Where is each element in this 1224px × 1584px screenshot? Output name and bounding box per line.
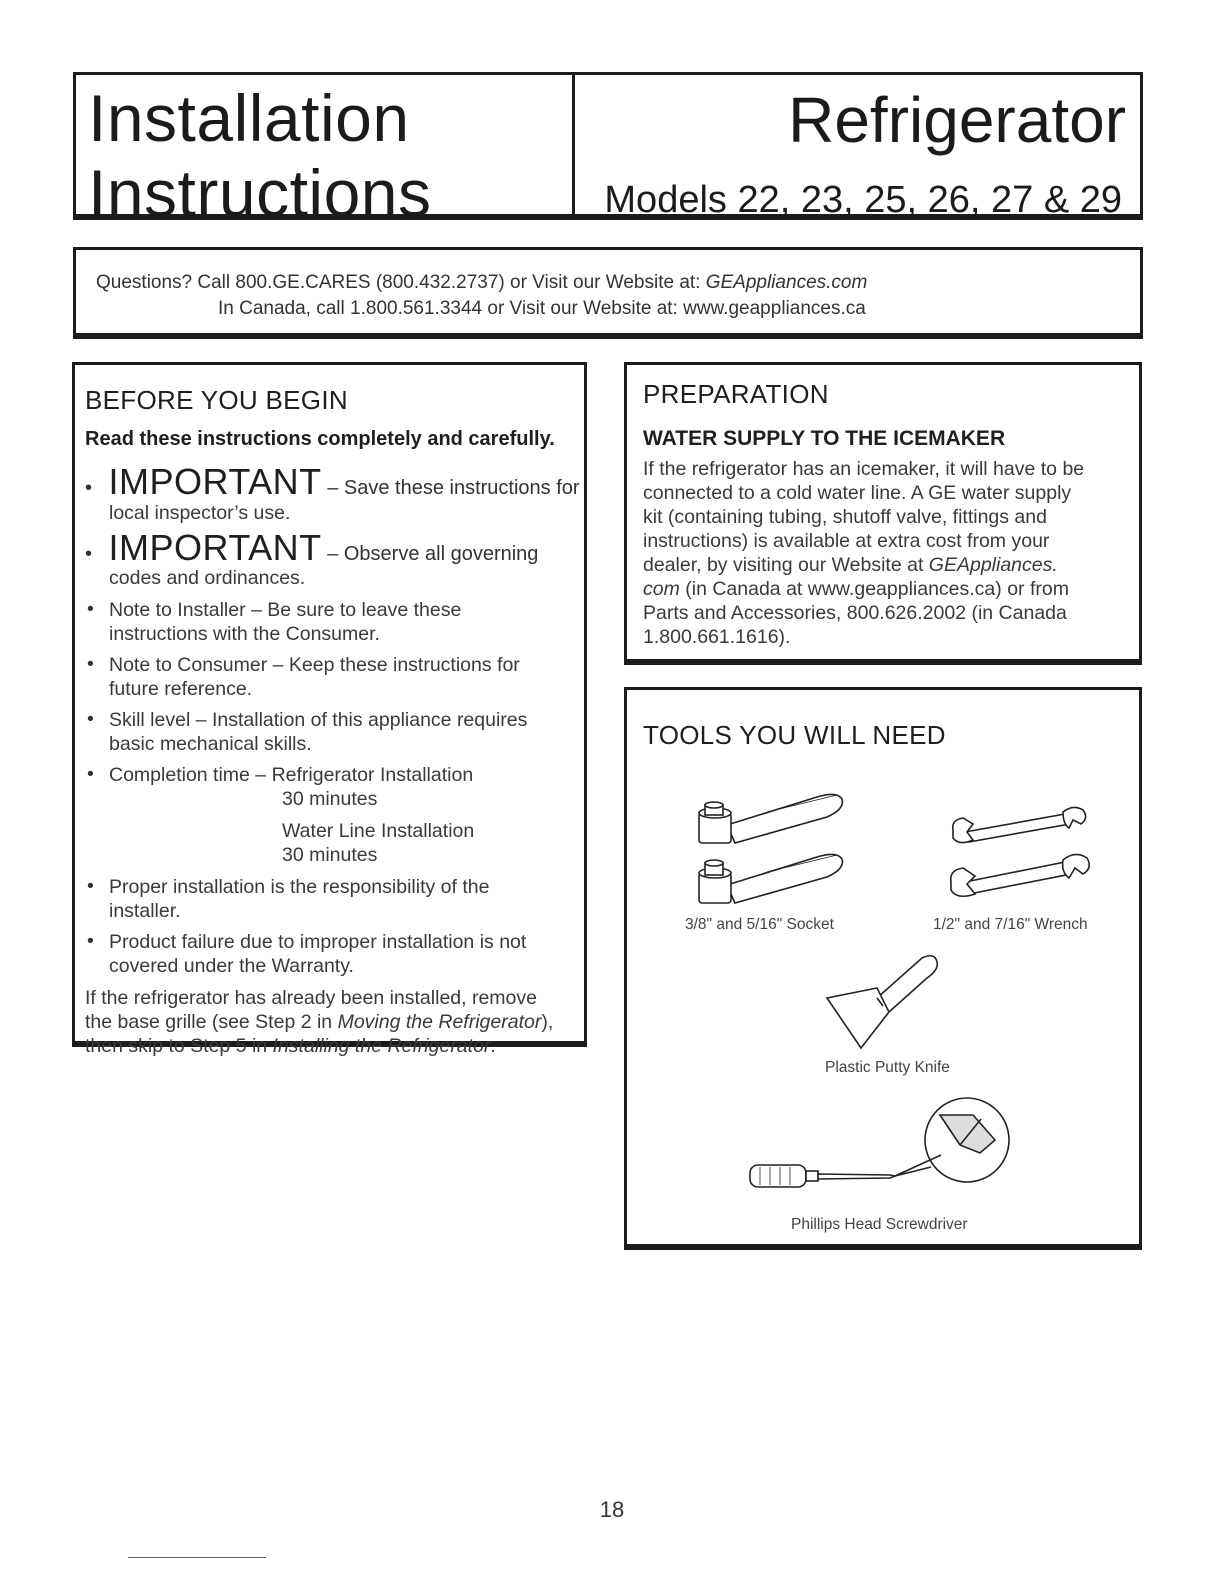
preparation-title: PREPARATION: [643, 379, 829, 409]
item-bullet: •: [87, 653, 94, 675]
socket-icon: [687, 785, 877, 915]
product-name: Refrigerator: [788, 84, 1126, 156]
prep-line-5: [643, 553, 1058, 577]
contact-us-text: Questions? Call 800.GE.CARES (800.432.2737) or Visit our Website at:: [96, 272, 706, 293]
title-line-1: Installation: [88, 81, 410, 155]
putty-knife-label: Plastic Putty Knife: [825, 1059, 950, 1076]
us-website-link[interactable]: GEAppliances.com: [705, 272, 868, 293]
title-line-2: Instructions: [88, 156, 432, 230]
note-line-3: [85, 1034, 496, 1058]
note-line-3-ref: Installing the Refrigerator: [272, 1035, 491, 1057]
important-2-text-cont: codes and ordinances.: [109, 567, 306, 589]
item-bullet: •: [87, 875, 94, 897]
note-line-2-ref: Moving the Refrigerator: [337, 1011, 542, 1033]
skill-level: Skill level – Installation of this appliance requires basic mechanical skills.: [109, 709, 528, 755]
important-2-label: IMPORTANT: [108, 527, 322, 568]
water-line-time: 30 minutes: [282, 844, 378, 866]
prep-line-2: connected to a cold water line. A GE water supply: [643, 482, 1072, 504]
item-bullet: •: [87, 708, 94, 730]
note-to-consumer: Note to Consumer – Keep these instructions for future reference.: [109, 654, 520, 700]
wrench-label: 1/2" and 7/16" Wrench: [933, 916, 1088, 933]
page-number: 18: [599, 1497, 625, 1522]
note-line-1: If the refrigerator has already been installed, remove: [85, 987, 537, 1009]
wrench-icon: [945, 802, 1095, 912]
tools-panel: [624, 687, 1142, 1250]
prep-website-part-2[interactable]: com: [643, 578, 680, 600]
item-bullet: •: [87, 598, 94, 620]
prep-line-6: [643, 577, 1069, 601]
contact-us: [96, 272, 867, 294]
note-line-2-prefix: the base grille (see Step 2 in: [85, 1011, 338, 1033]
prep-line-6-suffix: (in Canada at www.geappliances.ca) or from: [679, 578, 1069, 600]
item-bullet: •: [87, 763, 94, 785]
item-bullet: •: [87, 930, 94, 952]
important-2: [85, 527, 538, 569]
important-1-text-cont: local inspector’s use.: [109, 502, 291, 524]
prep-line-8: 1.800.661.1616).: [643, 626, 791, 648]
before-you-begin-subtitle: Read these instructions completely and carefully.: [85, 428, 555, 450]
important-2-bullet: •: [85, 543, 93, 565]
important-2-text: – Observe all governing: [321, 543, 539, 565]
important-1-text: – Save these instructions for: [321, 477, 580, 499]
prep-website-part-1[interactable]: GEAppliances.: [928, 554, 1058, 576]
important-1-label: IMPORTANT: [108, 461, 322, 502]
contact-box: [73, 247, 1143, 339]
prep-line-4: instructions) is available at extra cost from your: [643, 530, 1050, 552]
prep-line-1: If the refrigerator has an icemaker, it will have to be: [643, 458, 1085, 480]
header: [73, 72, 1143, 230]
header-divider: [572, 75, 575, 214]
putty-knife-icon: [817, 948, 947, 1058]
note-line-2-suffix: ),: [541, 1011, 554, 1033]
screwdriver-icon: [745, 1095, 1025, 1205]
note-to-installer: Note to Installer – Be sure to leave these instructions with the Consumer.: [109, 599, 462, 645]
before-you-begin-title: BEFORE YOU BEGIN: [85, 385, 348, 415]
product-failure: Product failure due to improper installation is not covered under the Warranty.: [109, 931, 527, 977]
models-list: Models 22, 23, 25, 26, 27 & 29: [604, 179, 1122, 221]
contact-canada: In Canada, call 1.800.561.3344 or Visit our Website at: www.geappliances.ca: [218, 298, 866, 319]
before-you-begin-panel: [72, 362, 587, 1057]
prep-line-7: Parts and Accessories, 800.626.2002 (in Canada: [643, 602, 1067, 624]
screwdriver-label: Phillips Head Screwdriver: [791, 1216, 968, 1233]
preparation-panel: [624, 362, 1142, 665]
note-line-3-prefix: then skip to Step 5 in: [85, 1035, 273, 1057]
prep-line-3: kit (containing tubing, shutoff valve, fittings and: [643, 506, 1047, 528]
note-line-3-suffix: .: [490, 1035, 496, 1057]
important-1: [85, 461, 580, 503]
completion-time: Completion time – Refrigerator Installation: [109, 764, 474, 786]
socket-label: 3/8" and 5/16" Socket: [685, 916, 834, 933]
footer-rule: [128, 1557, 266, 1558]
tools-title: TOOLS YOU WILL NEED: [643, 720, 946, 750]
water-supply-title: WATER SUPPLY TO THE ICEMAKER: [643, 427, 1006, 450]
note-line-2: [85, 1010, 553, 1034]
proper-installation: Proper installation is the responsibility of the installer.: [109, 876, 490, 922]
important-1-bullet: •: [85, 477, 93, 499]
water-line-label: Water Line Installation: [282, 820, 475, 842]
prep-line-5-prefix: dealer, by visiting our Website at: [643, 554, 929, 576]
refrigerator-time: 30 minutes: [282, 788, 378, 810]
